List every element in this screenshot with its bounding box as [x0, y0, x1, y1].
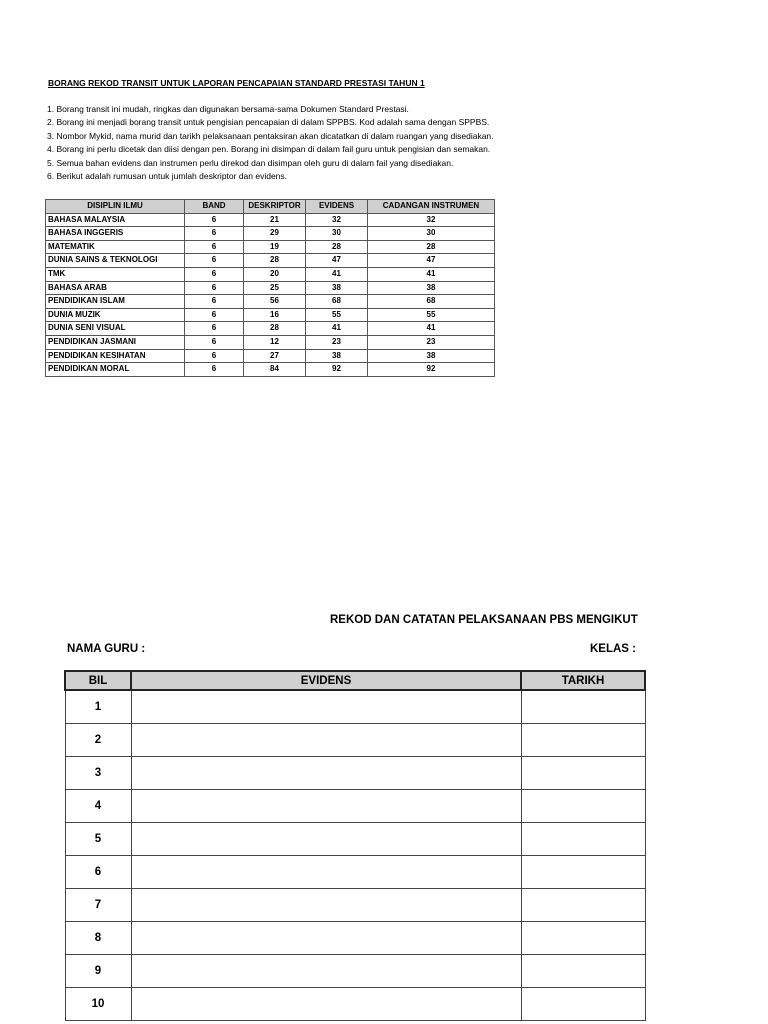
cell-evidens: 38 — [306, 281, 368, 295]
cell-band: 6 — [185, 308, 244, 322]
cell-evidens: 41 — [306, 322, 368, 336]
notes-list — [47, 103, 494, 183]
table-row — [65, 922, 645, 955]
table-row — [46, 308, 495, 322]
summary-table — [45, 199, 495, 377]
note-item: 5. Semua bahan evidens dan instrumen perlu direkod dan disimpan oleh guru di dalam fail yang disediakan. — [47, 157, 454, 168]
cell-disiplin-ilmu: DUNIA SENI VISUAL — [46, 322, 185, 336]
cell-tarikh-entry[interactable] — [521, 757, 645, 790]
summary-header-row — [46, 200, 495, 214]
cell-evidens-entry[interactable] — [131, 823, 521, 856]
cell-evidens: 38 — [306, 349, 368, 363]
cell-disiplin-ilmu: PENDIDIKAN MORAL — [46, 363, 185, 377]
cell-evidens-entry[interactable] — [131, 790, 521, 823]
note-item: 6. Berikut adalah rumusan untuk jumlah deskriptor dan evidens. — [47, 171, 288, 182]
cell-cadangan-instrumen: 38 — [368, 281, 495, 295]
cell-tarikh-entry[interactable] — [521, 690, 645, 724]
table-row — [46, 295, 495, 309]
record-header-row — [65, 671, 645, 690]
cell-disiplin-ilmu: MATEMATIK — [46, 240, 185, 254]
table-row — [46, 322, 495, 336]
header-bil: BIL — [65, 671, 131, 690]
table-row — [46, 363, 495, 377]
cell-deskriptor: 84 — [244, 363, 306, 377]
table-row — [65, 690, 645, 724]
table-row — [46, 213, 495, 227]
cell-evidens: 68 — [306, 295, 368, 309]
cell-disiplin-ilmu: BAHASA INGGERIS — [46, 227, 185, 241]
cell-bil: 8 — [65, 922, 131, 955]
cell-band: 6 — [185, 240, 244, 254]
header-band: BAND — [185, 200, 244, 214]
table-row — [65, 955, 645, 988]
cell-bil: 9 — [65, 955, 131, 988]
note-item: 2. Borang ini menjadi borang transit untuk pengisian pencapaian di dalam SPPBS. Kod adalah sama dengan SPPBS. — [47, 117, 490, 128]
cell-cadangan-instrumen: 47 — [368, 254, 495, 268]
cell-deskriptor: 28 — [244, 254, 306, 268]
cell-tarikh-entry[interactable] — [521, 889, 645, 922]
cell-deskriptor: 28 — [244, 322, 306, 336]
cell-cadangan-instrumen: 41 — [368, 267, 495, 281]
cell-tarikh-entry[interactable] — [521, 790, 645, 823]
cell-band: 6 — [185, 295, 244, 309]
cell-evidens: 28 — [306, 240, 368, 254]
cell-evidens-entry[interactable] — [131, 757, 521, 790]
table-row — [46, 335, 495, 349]
cell-band: 6 — [185, 349, 244, 363]
cell-deskriptor: 56 — [244, 295, 306, 309]
cell-bil: 1 — [65, 690, 131, 724]
cell-band: 6 — [185, 281, 244, 295]
cell-cadangan-instrumen: 55 — [368, 308, 495, 322]
cell-disiplin-ilmu: PENDIDIKAN ISLAM — [46, 295, 185, 309]
cell-disiplin-ilmu: PENDIDIKAN KESIHATAN — [46, 349, 185, 363]
cell-evidens-entry[interactable] — [131, 690, 521, 724]
cell-evidens: 30 — [306, 227, 368, 241]
cell-evidens-entry[interactable] — [131, 988, 521, 1021]
cell-cadangan-instrumen: 30 — [368, 227, 495, 241]
table-row — [65, 790, 645, 823]
cell-deskriptor: 27 — [244, 349, 306, 363]
table-row — [65, 988, 645, 1021]
header-tarikh: TARIKH — [521, 671, 645, 690]
cell-bil: 7 — [65, 889, 131, 922]
cell-evidens: 23 — [306, 335, 368, 349]
cell-cadangan-instrumen: 32 — [368, 213, 495, 227]
cell-cadangan-instrumen: 92 — [368, 363, 495, 377]
header-deskriptor: DESKRIPTOR — [244, 200, 306, 214]
cell-cadangan-instrumen: 41 — [368, 322, 495, 336]
table-row — [65, 724, 645, 757]
table-row — [65, 757, 645, 790]
cell-evidens: 92 — [306, 363, 368, 377]
cell-evidens-entry[interactable] — [131, 856, 521, 889]
header-evidens: EVIDENS — [306, 200, 368, 214]
cell-bil: 3 — [65, 757, 131, 790]
cell-bil: 6 — [65, 856, 131, 889]
cell-tarikh-entry[interactable] — [521, 988, 645, 1021]
cell-cadangan-instrumen: 28 — [368, 240, 495, 254]
cell-deskriptor: 16 — [244, 308, 306, 322]
header-cadangan-instrumen: CADANGAN INSTRUMEN — [368, 200, 495, 214]
cell-disiplin-ilmu: DUNIA SAINS & TEKNOLOGI — [46, 254, 185, 268]
cell-cadangan-instrumen: 38 — [368, 349, 495, 363]
table-row — [65, 889, 645, 922]
cell-disiplin-ilmu: TMK — [46, 267, 185, 281]
kelas-label: KELAS : — [590, 643, 636, 655]
record-title: REKOD DAN CATATAN PELAKSANAAN PBS MENGIKUT — [330, 614, 638, 626]
table-row — [46, 254, 495, 268]
cell-evidens: 47 — [306, 254, 368, 268]
cell-tarikh-entry[interactable] — [521, 856, 645, 889]
cell-band: 6 — [185, 254, 244, 268]
cell-deskriptor: 12 — [244, 335, 306, 349]
cell-band: 6 — [185, 322, 244, 336]
cell-evidens-entry[interactable] — [131, 922, 521, 955]
cell-band: 6 — [185, 227, 244, 241]
cell-evidens: 55 — [306, 308, 368, 322]
cell-deskriptor: 20 — [244, 267, 306, 281]
cell-disiplin-ilmu: BAHASA MALAYSIA — [46, 213, 185, 227]
table-row — [46, 240, 495, 254]
cell-band: 6 — [185, 335, 244, 349]
form-title: BORANG REKOD TRANSIT UNTUK LAPORAN PENCAPAIAN STANDARD PRESTASI TAHUN 1 — [48, 78, 425, 88]
cell-evidens-entry[interactable] — [131, 955, 521, 988]
cell-tarikh-entry[interactable] — [521, 955, 645, 988]
cell-disiplin-ilmu: BAHASA ARAB — [46, 281, 185, 295]
cell-disiplin-ilmu: DUNIA MUZIK — [46, 308, 185, 322]
cell-tarikh-entry[interactable] — [521, 724, 645, 757]
table-row — [46, 349, 495, 363]
cell-evidens-entry[interactable] — [131, 724, 521, 757]
cell-evidens: 41 — [306, 267, 368, 281]
cell-deskriptor: 25 — [244, 281, 306, 295]
cell-bil: 10 — [65, 988, 131, 1021]
cell-cadangan-instrumen: 23 — [368, 335, 495, 349]
table-row — [65, 823, 645, 856]
cell-band: 6 — [185, 213, 244, 227]
cell-bil: 2 — [65, 724, 131, 757]
cell-deskriptor: 19 — [244, 240, 306, 254]
header-evidens: EVIDENS — [131, 671, 521, 690]
header-disiplin-ilmu: DISIPLIN ILMU — [46, 200, 185, 214]
record-table — [64, 670, 646, 1021]
cell-evidens: 32 — [306, 213, 368, 227]
table-row — [65, 856, 645, 889]
cell-band: 6 — [185, 363, 244, 377]
note-item: 1. Borang transit ini mudah, ringkas dan digunakan bersama-sama Dokumen Standard Prestasi. — [47, 104, 409, 114]
table-row — [46, 227, 495, 241]
note-item: 3. Nombor Mykid, nama murid dan tarikh pelaksanaan pentaksiran akan dicatatkan di dalam ruangan yang disediakan. — [47, 130, 494, 141]
cell-band: 6 — [185, 267, 244, 281]
cell-deskriptor: 21 — [244, 213, 306, 227]
cell-disiplin-ilmu: PENDIDIKAN JASMANI — [46, 335, 185, 349]
note-item: 4. Borang ini perlu dicetak dan diisi dengan pen. Borang ini disimpan di dalam fail guru untuk pengisian dan semakan. — [47, 144, 491, 155]
cell-tarikh-entry[interactable] — [521, 922, 645, 955]
cell-cadangan-instrumen: 68 — [368, 295, 495, 309]
cell-bil: 4 — [65, 790, 131, 823]
cell-bil: 5 — [65, 823, 131, 856]
cell-tarikh-entry[interactable] — [521, 823, 645, 856]
cell-deskriptor: 29 — [244, 227, 306, 241]
table-row — [46, 281, 495, 295]
nama-guru-label: NAMA GURU : — [67, 643, 146, 655]
table-row — [46, 267, 495, 281]
cell-evidens-entry[interactable] — [131, 889, 521, 922]
